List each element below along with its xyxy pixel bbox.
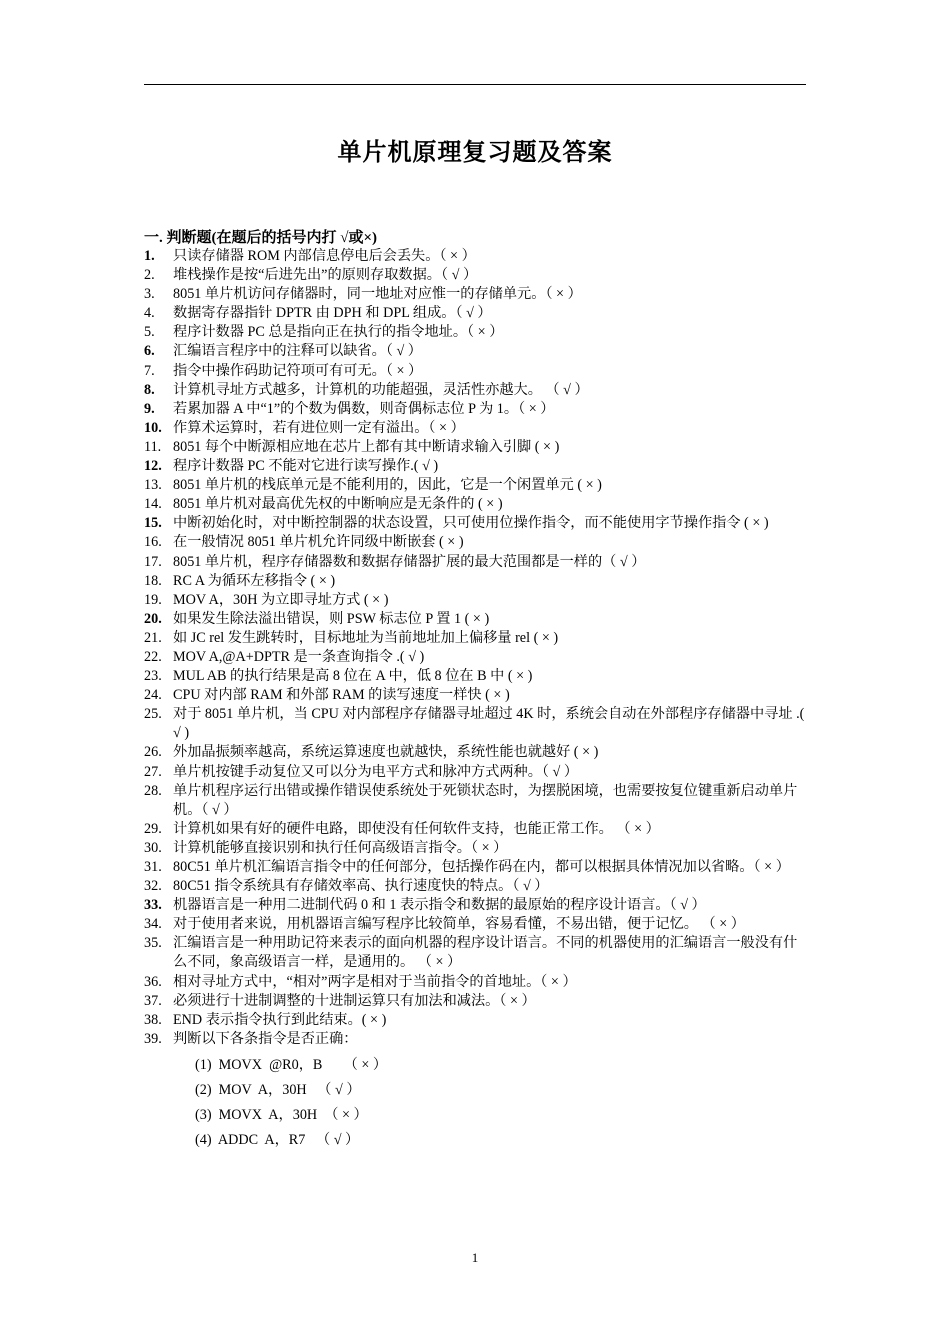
question-text: 堆栈操作是按“后进先出”的原则存取数据。（ √ ） (173, 267, 478, 284)
question-item (144, 266, 808, 285)
question-text: 计算机寻址方式越多，计算机的功能超强，灵活性亦越大。 （ √ ） (173, 381, 589, 398)
question-item (144, 686, 808, 705)
sub-question-item: (1) MOVX @R0，B （ × ） (195, 1056, 388, 1073)
question-number: 34. (144, 916, 162, 933)
question-number: 16. (144, 534, 162, 551)
question-number: 36. (144, 973, 162, 990)
question-item (144, 553, 808, 572)
question-item (144, 285, 808, 304)
question-text: 程序计数器 PC 不能对它进行读写操作.( √ ) (173, 458, 439, 475)
question-text: 汇编语言是一种用助记符来表示的面向机器的程序设计语言。不同的机器使用的汇编语言一般没有什么不同，象高级语言一样，是通用的。 （ × ） (173, 935, 798, 971)
question-item (144, 629, 808, 648)
question-item (144, 591, 808, 610)
question-text: 对于使用者来说，用机器语言编写程序比较简单，容易看懂，不易出错，便于记忆。 （ × ） (173, 916, 745, 933)
question-number: 35. (144, 935, 162, 952)
question-text: 相对寻址方式中，“相对”两字是相对于当前指令的首地址。（ × ） (173, 973, 577, 990)
question-text: 计算机如果有好的硬件电路，即使没有任何软件支持，也能正常工作。 （ × ） (173, 820, 660, 837)
question-text: 对于 8051 单片机，当 CPU 对内部程序存储器寻址超过 4K 时，系统会自动在外部程序存储器中寻址 .( √ ) (173, 706, 805, 742)
question-text: 在一般情况 8051 单片机允许同级中断嵌套 ( × ) (173, 534, 464, 551)
question-number: 38. (144, 1011, 162, 1028)
question-number: 8. (144, 381, 155, 398)
question-text: 外加晶振频率越高，系统运算速度也就越快，系统性能也就越好 ( × ) (173, 744, 599, 761)
sub-question-item: (3) MOVX A，30H （ × ） (195, 1106, 368, 1123)
question-text: 只读存储器 ROM 内部信息停电后会丢失。（ × ） (173, 248, 476, 264)
question-item (144, 763, 808, 782)
question-text: 单片机按键手动复位又可以分为电平方式和脉冲方式两种。（ √ ） (173, 763, 579, 780)
question-item (144, 304, 808, 323)
question-number: 22. (144, 648, 162, 665)
question-number: 14. (144, 496, 162, 513)
question-text: 80C51 指令系统具有存储效率高、执行速度快的特点。（ √ ） (173, 878, 549, 895)
question-item (144, 572, 808, 591)
question-number: 23. (144, 668, 162, 685)
question-text: 8051 单片机对最高优先权的中断响应是无条件的 ( × ) (173, 496, 503, 513)
question-number: 19. (144, 591, 162, 608)
question-text: 必须进行十进制调整的十进制运算只有加法和减法。（ × ） (173, 992, 536, 1009)
question-number: 21. (144, 629, 162, 646)
question-text: CPU 对内部 RAM 和外部 RAM 的读写速度一样快 ( × ) (173, 687, 510, 704)
question-number: 13. (144, 477, 162, 494)
question-text: RC A 为循环左移指令 ( × ) (173, 572, 336, 589)
question-number: 30. (144, 839, 162, 856)
question-item (144, 973, 808, 992)
question-item (144, 858, 808, 877)
question-item (144, 934, 808, 972)
question-number: 26. (144, 744, 162, 761)
question-number: 4. (144, 305, 155, 322)
page-number: 1 (471, 1250, 479, 1265)
question-number: 3. (144, 286, 155, 303)
question-item (144, 1030, 808, 1153)
question-number: 9. (144, 400, 155, 417)
question-text: 单片机程序运行出错或操作错误使系统处于死锁状态时，为摆脱困境，也需要按复位键重新启动单片机。（ √ ） (173, 782, 798, 818)
document-title: 单片机原理复习题及答案 (337, 140, 613, 166)
question-text: 8051 单片机的栈底单元是不能利用的，因此，它是一个闲置单元 ( × ) (173, 477, 602, 494)
question-item (144, 743, 808, 762)
question-text: 如果发生除法溢出错误，则 PSW 标志位 P 置 1 ( × ) (173, 610, 490, 627)
question-number: 12. (144, 458, 162, 475)
question-number: 39. (144, 1030, 162, 1047)
question-item (144, 1011, 808, 1030)
sub-question-list (173, 1053, 808, 1153)
question-item (144, 667, 808, 686)
question-item (144, 362, 808, 381)
question-item (144, 400, 808, 419)
question-item (144, 705, 808, 743)
question-number: 37. (144, 992, 162, 1009)
question-item (144, 915, 808, 934)
question-text: 如 JC rel 发生跳转时，目标地址为当前地址加上偏移量 rel ( × ) (173, 629, 559, 646)
question-item (144, 648, 808, 667)
question-item (144, 839, 808, 858)
question-text: 计算机能够直接识别和执行任何高级语言指令。（ × ） (173, 839, 508, 856)
question-number: 10. (144, 419, 162, 436)
question-text: 判断以下各条指令是否正确： (173, 1030, 358, 1047)
question-item (144, 877, 808, 896)
question-item (144, 476, 808, 495)
question-number: 1. (144, 248, 155, 264)
question-text: 8051 每个中断源相应地在芯片上都有其中断请求输入引脚 ( × ) (173, 438, 560, 455)
question-item (144, 896, 808, 915)
question-text: 程序计数器 PC 总是指向正在执行的指令地址。（ × ） (173, 324, 504, 341)
question-item (144, 782, 808, 820)
question-text: 8051 单片机，程序存储器数和数据存储器扩展的最大范围都是一样的（ √ ） (173, 553, 646, 570)
question-number: 20. (144, 610, 162, 627)
question-text: 数据寄存器指针 DPTR 由 DPH 和 DPL 组成。（ √ ） (173, 305, 492, 322)
question-number: 27. (144, 763, 162, 780)
question-item (144, 495, 808, 514)
question-item (144, 457, 808, 476)
question-number: 25. (144, 706, 162, 723)
sub-question-item: (2) MOV A，30H （ √ ） (195, 1081, 361, 1098)
question-item (144, 247, 808, 266)
question-number: 5. (144, 324, 155, 341)
question-item (144, 381, 808, 400)
header-rule (144, 84, 806, 85)
question-number: 7. (144, 362, 155, 379)
question-text: 机器语言是一种用二进制代码 0 和 1 表示指令和数据的最原始的程序设计语言。（ √ ） (173, 897, 706, 914)
question-number: 32. (144, 878, 162, 895)
question-number: 2. (144, 267, 155, 284)
question-item (144, 610, 808, 629)
question-item (144, 323, 808, 342)
question-number: 6. (144, 343, 155, 360)
question-number: 15. (144, 515, 162, 532)
question-list (144, 247, 808, 1153)
question-number: 11. (144, 438, 162, 455)
question-number: 31. (144, 859, 162, 875)
question-text: 8051 单片机访问存储器时，同一地址对应惟一的存储单元。（ × ） (173, 286, 582, 303)
question-number: 29. (144, 820, 162, 837)
question-item (144, 438, 808, 457)
question-text: END 表示指令执行到此结束。( × ) (173, 1011, 387, 1028)
question-number: 18. (144, 572, 162, 589)
question-item (144, 514, 808, 533)
question-text: 指令中操作码助记符项可有可无。（ × ） (173, 362, 423, 379)
question-text: 汇编语言程序中的注释可以缺省。（ √ ） (173, 343, 422, 360)
question-item (144, 342, 808, 361)
question-item (144, 992, 808, 1011)
question-text: MUL AB 的执行结果是高 8 位在 A 中，低 8 位在 B 中 ( × ) (173, 668, 533, 685)
question-number: 24. (144, 687, 162, 704)
section-heading: 一. 判断题(在题后的括号内打 √或×) (144, 230, 378, 246)
question-number: 33. (144, 897, 162, 914)
question-text: 80C51 单片机汇编语言指令中的任何部分，包括操作码在内，都可以根据具体情况加以省略。（ × ） (173, 859, 790, 875)
question-number: 28. (144, 782, 162, 799)
question-text: MOV A,@A+DPTR 是一条查询指令 .( √ ) (173, 648, 425, 665)
sub-question-item: (4) ADDC A，R7 （ √ ） (195, 1131, 360, 1148)
question-item (144, 419, 808, 438)
question-item (144, 533, 808, 552)
question-text: 中断初始化时，对中断控制器的状态设置，只可使用位操作指令，而不能使用字节操作指令 ( × ) (173, 515, 769, 532)
question-number: 17. (144, 553, 162, 570)
question-text: MOV A，30H 为立即寻址方式 ( × ) (173, 591, 389, 608)
question-text: 若累加器 A 中“1”的个数为偶数，则奇偶标志位 P 为 1。（ × ） (173, 400, 555, 417)
question-text: 作算术运算时，若有进位则一定有溢出。（ × ） (173, 419, 465, 436)
question-item (144, 820, 808, 839)
